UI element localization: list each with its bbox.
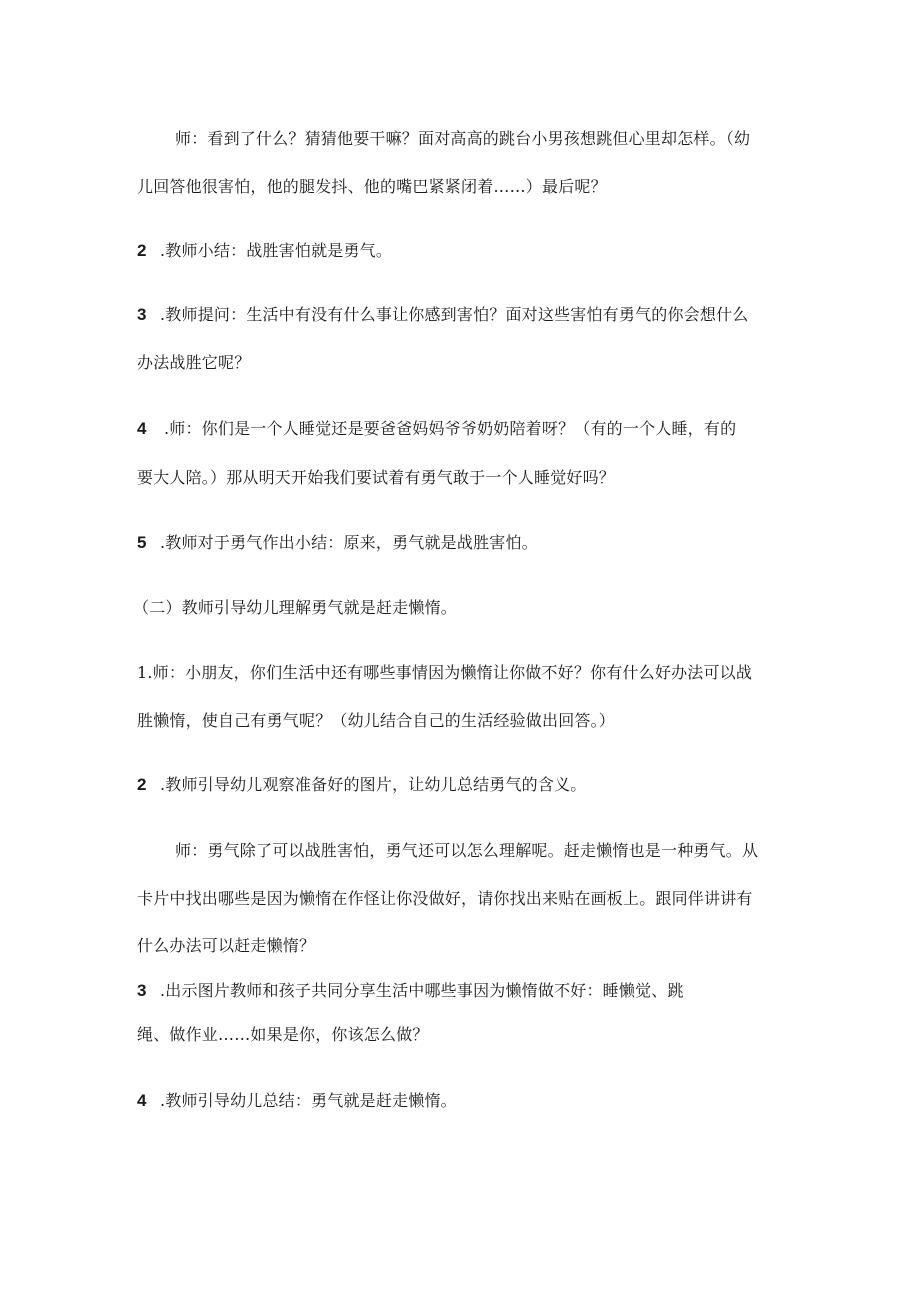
list-item: [137, 774, 587, 796]
list-number: 4: [137, 1091, 147, 1110]
list-number: 2: [137, 775, 147, 794]
list-item: [137, 1090, 457, 1112]
list-item-text: .教师小结：战胜害怕就是勇气。: [160, 241, 393, 260]
list-item-text: .出示图片教师和孩子共同分享生活中哪些事因为懒惰做不好：睡懒觉、跳: [160, 981, 684, 1000]
paragraph-line: [137, 352, 250, 374]
list-number: 3: [137, 305, 147, 324]
list-item-text: .教师引导幼儿总结：勇气就是赶走懒惰。: [160, 1091, 457, 1110]
list-number: 3: [137, 981, 147, 1000]
list-number: 4: [137, 419, 147, 438]
paragraph-text: 师：勇气除了可以战胜害怕，勇气还可以怎么理解呢。赶走懒惰也是一种勇气。从: [175, 841, 759, 860]
paragraph-text: 胜懒惰，使自己有勇气呢？（幼儿结合自己的生活经验做出回答。）: [137, 711, 616, 730]
paragraph-text: 办法战胜它呢？: [137, 353, 251, 372]
paragraph-text: 1.师：小朋友，你们生活中还有哪些事情因为懒惰让你做不好？你有什么好办法可以战: [137, 663, 753, 682]
list-item: [137, 304, 749, 326]
list-item-text: .教师提问：生活中有没有什么事让你感到害怕？面对这些害怕有勇气的你会想什么: [160, 305, 749, 324]
list-item-text: .教师对于勇气作出小结：原来，勇气就是战胜害怕。: [160, 533, 538, 552]
paragraph-line: [137, 176, 607, 198]
list-number: 2: [137, 241, 147, 260]
list-number: 5: [137, 533, 147, 552]
paragraph-line: [137, 1024, 429, 1046]
paragraph-line: [175, 128, 750, 150]
paragraph-text: 师：看到了什么？猜猜他要干嘛？面对高高的跳台小男孩想跳但心里却怎样。（幼: [175, 129, 751, 148]
paragraph-text: 什么办法可以赶走懒惰？: [137, 936, 316, 955]
list-item-text: .教师引导幼儿观察准备好的图片，让幼儿总结勇气的含义。: [160, 775, 587, 794]
list-item: [137, 532, 538, 554]
paragraph-line: [137, 662, 752, 684]
paragraph-line: [175, 840, 758, 862]
list-item: [137, 418, 736, 440]
list-item-text: .师：你们是一个人睡觉还是要爸爸妈妈爷爷奶奶陪着呀？（有的一个人睡，有的: [164, 419, 737, 438]
paragraph-line: [137, 710, 615, 732]
paragraph-line: [137, 935, 315, 957]
paragraph-text: 儿回答他很害怕，他的腿发抖、他的嘴巴紧紧闭着……）最后呢？: [137, 177, 607, 196]
section-heading-text: （二）教师引导幼儿理解勇气就是赶走懒惰。: [133, 598, 458, 617]
paragraph-line: [137, 888, 753, 910]
section-heading: [133, 597, 457, 619]
list-item: [137, 240, 392, 262]
paragraph-text: 绳、做作业……如果是你，你该怎么做？: [137, 1025, 429, 1044]
list-item: [137, 980, 684, 1002]
paragraph-text: 卡片中找出哪些是因为懒惰在作怪让你没做好，请你找出来贴在画板上。跟同伴讲讲有: [137, 889, 753, 908]
paragraph-text: 要大人陪。）那从明天开始我们要试着有勇气敢于一个人睡觉好吗？: [137, 468, 616, 487]
paragraph-line: [137, 467, 615, 489]
